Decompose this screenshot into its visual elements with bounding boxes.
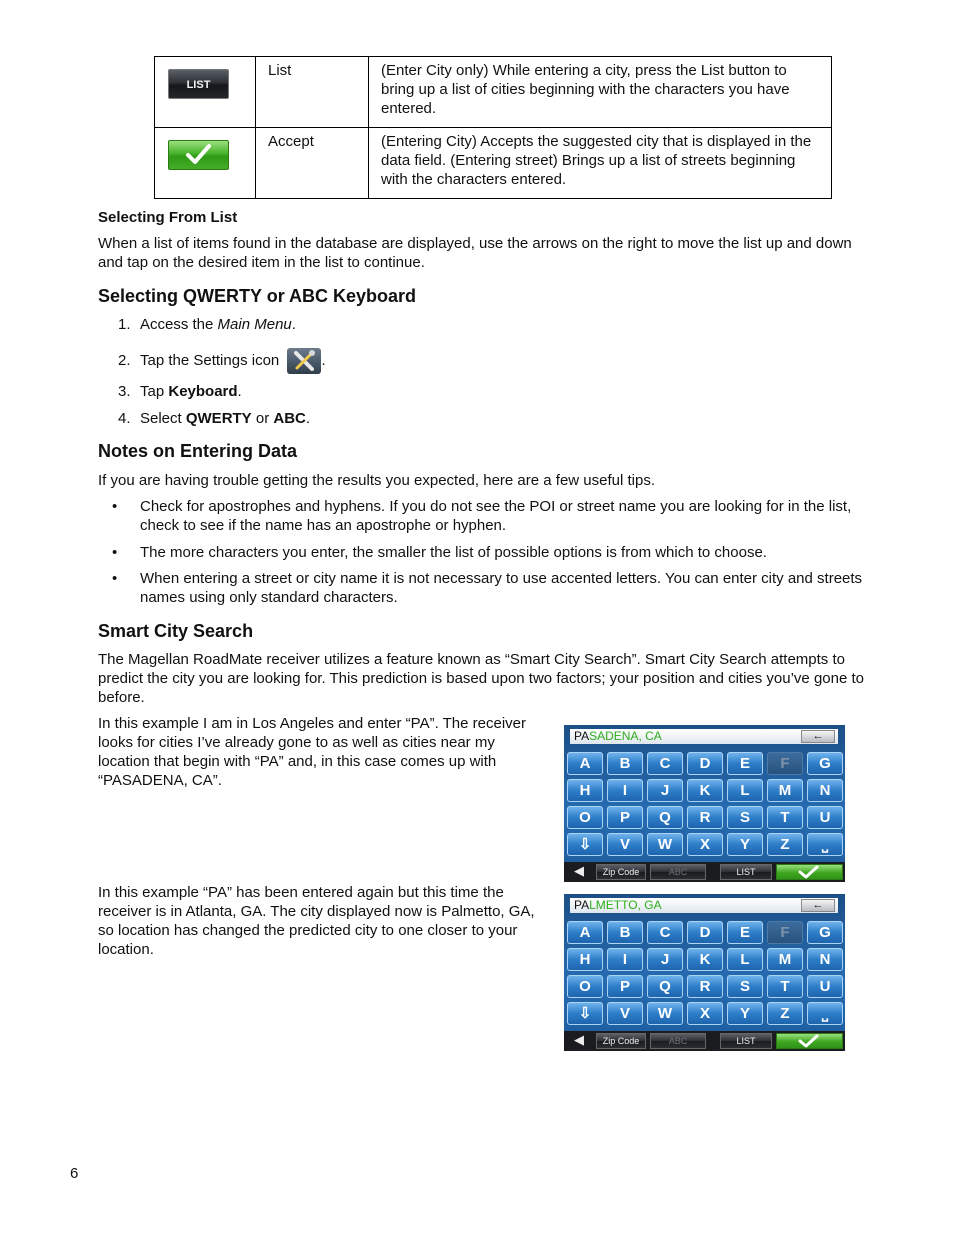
- bullet-text: The more characters you enter, the smaller the list of possible options is from which to choose.: [140, 544, 767, 561]
- key-17: R: [687, 975, 723, 998]
- step-number: 1.: [118, 316, 131, 333]
- step-bold: QWERTY: [185, 410, 252, 427]
- key-9: J: [647, 779, 683, 802]
- list-item: [112, 569, 868, 609]
- step-emphasis: Main Menu: [217, 316, 292, 333]
- key-15: P: [607, 806, 643, 829]
- table-row: [155, 57, 832, 128]
- step-text: or: [251, 410, 274, 427]
- key-6: G: [807, 921, 843, 944]
- key-25: Y: [727, 833, 763, 856]
- key-26: Z: [767, 833, 803, 856]
- key-14: O: [567, 975, 603, 998]
- keyboard-screenshot: [564, 725, 845, 882]
- paragraph: The Magellan RoadMate receiver utilizes a feature known as “Smart City Search”. Smart City Search attempts to predict the city you are looking for. This prediction is based upon two factors; your position and cities you’ve gone to before.: [98, 651, 864, 706]
- bullet-icon: •: [112, 570, 118, 587]
- zip-code-button: Zip Code: [596, 864, 646, 880]
- step-text: Select: [140, 410, 186, 427]
- settings-tools-icon: [287, 348, 321, 374]
- step-text: .: [237, 383, 242, 400]
- key-16: Q: [647, 806, 683, 829]
- table-cell-name: List: [256, 57, 369, 128]
- page-number: 6: [70, 1165, 79, 1182]
- table-cell-icon: [155, 128, 256, 199]
- key-8: I: [607, 779, 643, 802]
- key-11: L: [727, 779, 763, 802]
- key-1: B: [607, 921, 643, 944]
- key-7: H: [567, 948, 603, 971]
- paragraph: When a list of items found in the database are displayed, use the arrows on the right to move the list up and down and tap on the desired item in the list to continue.: [98, 235, 852, 271]
- step-text: .: [321, 351, 326, 369]
- step-number: 3.: [118, 383, 131, 400]
- paragraph: In this example “PA” has been entered again but this time the receiver is in Atlanta, GA. The city displayed now is Palmetto, GA, so location has changed the predicted city to one closer to your location.: [98, 884, 535, 958]
- backspace-arrow-icon: ←: [801, 899, 835, 912]
- key-7: H: [567, 779, 603, 802]
- section-heading: Selecting From List: [98, 209, 238, 226]
- key-9: J: [647, 948, 683, 971]
- key-11: L: [727, 948, 763, 971]
- key-20: U: [807, 806, 843, 829]
- bullet-text: Check for apostrophes and hyphens. If you do not see the POI or street name you are looking for in the list, check to see if the name has an apostrophe or hyphen.: [140, 498, 852, 534]
- key-13: N: [807, 779, 843, 802]
- key-5: F: [767, 752, 803, 775]
- button-reference-table: [154, 56, 832, 199]
- table-cell-name: Accept: [256, 128, 369, 199]
- step-number: 4.: [118, 410, 131, 427]
- key-10: K: [687, 779, 723, 802]
- step-item: [118, 315, 296, 334]
- key-3: D: [687, 752, 723, 775]
- bullet-icon: •: [112, 544, 118, 561]
- step-text: Tap the Settings icon: [140, 351, 284, 369]
- abc-button: ABC: [650, 1033, 706, 1049]
- key-20: U: [807, 975, 843, 998]
- key-3: D: [687, 921, 723, 944]
- key-13: N: [807, 948, 843, 971]
- key-14: O: [567, 806, 603, 829]
- list-item: [112, 497, 868, 537]
- key-0: A: [567, 752, 603, 775]
- bullet-icon: •: [112, 498, 118, 515]
- step-item: [118, 409, 310, 428]
- step-bold: Keyboard: [168, 383, 238, 400]
- key-23: W: [647, 833, 683, 856]
- key-1: B: [607, 752, 643, 775]
- step-item: [118, 382, 242, 401]
- key-21: ⇩: [567, 833, 603, 856]
- section-heading: Smart City Search: [98, 621, 254, 641]
- list-button: LIST: [720, 864, 772, 880]
- backspace-arrow-icon: ←: [801, 730, 835, 743]
- step-text: .: [291, 316, 296, 333]
- paragraph: In this example I am in Los Angeles and enter “PA”. The receiver looks for cities I’ve already gone to as well as cities near my location that begin with “PA” and, in this case comes up with “PASADENA, CA”.: [98, 715, 526, 789]
- key-4: E: [727, 752, 763, 775]
- key-18: S: [727, 806, 763, 829]
- key-19: T: [767, 975, 803, 998]
- key-16: Q: [647, 975, 683, 998]
- back-triangle-icon: ◀: [564, 1033, 594, 1049]
- keyboard-bottom-bar: [564, 1031, 845, 1051]
- key-6: G: [807, 752, 843, 775]
- key-25: Y: [727, 1002, 763, 1025]
- key-27: ⎵: [807, 833, 843, 856]
- abc-button: ABC: [650, 864, 706, 880]
- predicted-text: LMETTO, GA: [589, 898, 662, 912]
- key-4: E: [727, 921, 763, 944]
- step-text: .: [305, 410, 311, 427]
- key-23: W: [647, 1002, 683, 1025]
- key-24: X: [687, 1002, 723, 1025]
- predicted-text: SADENA, CA: [589, 729, 662, 743]
- table-cell-description: (Entering City) Accepts the suggested city that is displayed in the data field. (Entering street) Brings up a list of streets beginning with the characters entered.: [369, 128, 832, 199]
- paragraph: If you are having trouble getting the results you expected, here are a few useful tips.: [98, 472, 655, 489]
- step-bold: ABC: [273, 410, 306, 427]
- key-27: ⎵: [807, 1002, 843, 1025]
- list-button-icon: LIST: [168, 69, 229, 99]
- typed-text: PA: [574, 898, 590, 912]
- key-17: R: [687, 806, 723, 829]
- bullet-text: When entering a street or city name it is not necessary to use accented letters. You can enter city and streets names using only standard characters.: [140, 570, 863, 606]
- key-22: V: [607, 1002, 643, 1025]
- key-8: I: [607, 948, 643, 971]
- step-text: Access the: [140, 316, 218, 333]
- typed-text: PA: [574, 729, 590, 743]
- step-number: 2.: [118, 351, 131, 369]
- key-22: V: [607, 833, 643, 856]
- key-19: T: [767, 806, 803, 829]
- city-input-field: [570, 898, 838, 913]
- back-triangle-icon: ◀: [564, 864, 594, 880]
- table-cell-icon: [155, 57, 256, 128]
- key-21: ⇩: [567, 1002, 603, 1025]
- key-12: M: [767, 779, 803, 802]
- accept-checkmark-icon: [776, 1033, 843, 1049]
- step-item: [118, 348, 326, 374]
- table-cell-description: (Enter City only) While entering a city, press the List button to bring up a list of cities beginning with the characters you have entered.: [369, 57, 832, 128]
- list-item: [112, 543, 868, 563]
- key-10: K: [687, 948, 723, 971]
- accept-checkmark-icon: [168, 140, 229, 170]
- key-18: S: [727, 975, 763, 998]
- step-text: Tap: [140, 383, 169, 400]
- keyboard-bottom-bar: [564, 862, 845, 882]
- zip-code-button: Zip Code: [596, 1033, 646, 1049]
- key-0: A: [567, 921, 603, 944]
- city-input-field: [570, 729, 838, 744]
- key-2: C: [647, 921, 683, 944]
- key-5: F: [767, 921, 803, 944]
- key-2: C: [647, 752, 683, 775]
- section-heading: Notes on Entering Data: [98, 441, 298, 461]
- accept-checkmark-icon: [776, 864, 843, 880]
- list-button: LIST: [720, 1033, 772, 1049]
- keyboard-screenshot: [564, 894, 845, 1051]
- table-row: [155, 128, 832, 199]
- key-15: P: [607, 975, 643, 998]
- section-heading: Selecting QWERTY or ABC Keyboard: [98, 286, 417, 306]
- key-26: Z: [767, 1002, 803, 1025]
- key-24: X: [687, 833, 723, 856]
- key-12: M: [767, 948, 803, 971]
